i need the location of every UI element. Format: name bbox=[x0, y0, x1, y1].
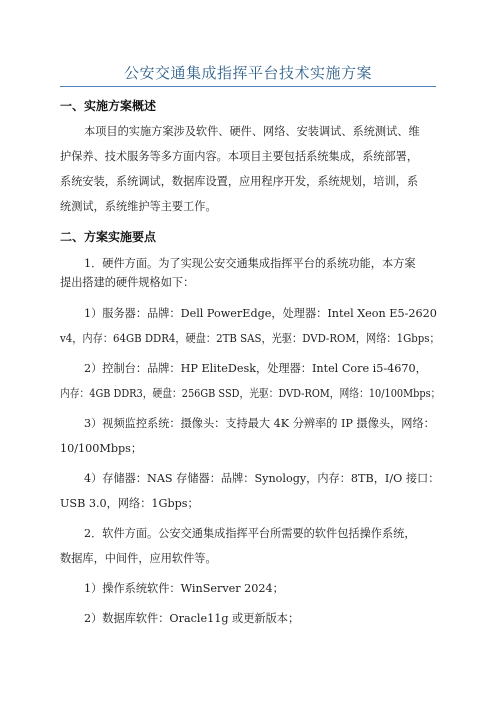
section-heading-key-points: 二、方案实施要点 bbox=[60, 230, 157, 244]
paragraph-line: 1．硬件方面。为了实现公安交通集成指挥平台的系统功能，本方案 bbox=[84, 257, 416, 270]
list-item-line: 2）控制台：品牌：HP EliteDesk，处理器：Intel Core i5-4670， bbox=[84, 362, 427, 375]
paragraph-line: 2．软件方面。公安交通集成指挥平台所需要的软件包括操作系统， bbox=[84, 527, 416, 540]
list-item-line: 10/100Mbps； bbox=[60, 442, 143, 455]
paragraph-line: 本项目的实施方案涉及软件、硬件、网络、安装调试、系统测试、维 bbox=[84, 125, 420, 138]
paragraph-line: 统测试，系统维护等主要工作。 bbox=[60, 200, 217, 213]
title-underline bbox=[60, 86, 436, 87]
list-item-line: USB 3.0，网络：1Gbps； bbox=[60, 497, 199, 510]
list-item-line: v4，内存：64GB DDR4，硬盘：2TB SAS，光驱：DVD-ROM，网络：1Gbps； bbox=[60, 332, 440, 345]
list-item-line: 1）操作系统软件：WinServer 2024； bbox=[84, 582, 284, 595]
list-item-line: 内存：4GB DDR3，硬盘：256GB SSD，光驱：DVD-ROM，网络：10/100Mbps； bbox=[60, 387, 441, 400]
paragraph-line: 系统安装，系统调试，数据库设置，应用程序开发，系统规划，培训，系 bbox=[60, 175, 419, 188]
list-item-line: 1）服务器：品牌：Dell PowerEdge，处理器：Intel Xeon E5-2620 bbox=[84, 307, 437, 320]
paragraph-line: 提出搭建的硬件规格如下： bbox=[60, 276, 195, 289]
document-title: 公安交通集成指挥平台技术实施方案 bbox=[123, 64, 372, 82]
list-item-line: 3）视频监控系统：摄像头：支持最大 4K 分辨率的 IP 摄像头，网络： bbox=[84, 417, 435, 430]
list-item-line: 2）数据库软件：Oracle11g 或更新版本； bbox=[84, 612, 300, 625]
list-item-line: 4）存储器：NAS 存储器：品牌：Synology，内存：8TB，I/O 接口： bbox=[84, 472, 440, 485]
section-heading-overview: 一、实施方案概述 bbox=[60, 99, 157, 113]
paragraph-line: 数据库，中间件，应用软件等。 bbox=[60, 552, 217, 565]
paragraph-line: 护保养、技术服务等多方面内容。本项目主要包括系统集成，系统部署， bbox=[60, 150, 419, 163]
